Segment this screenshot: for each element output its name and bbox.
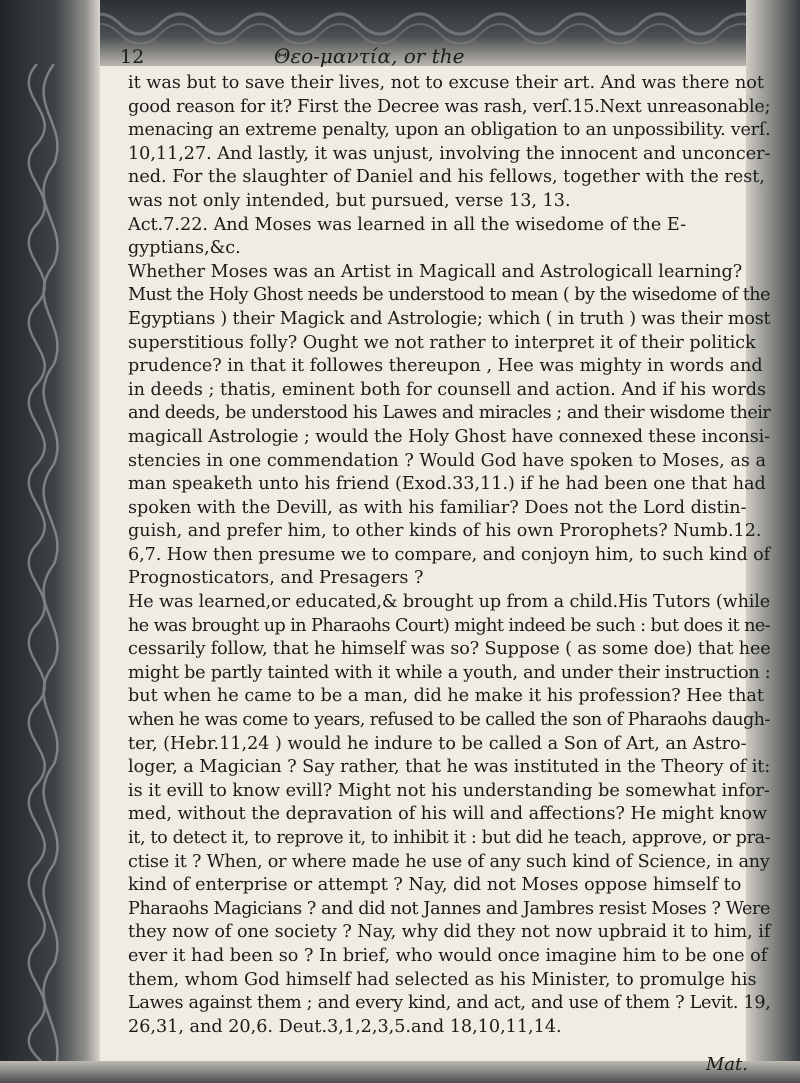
text-line: Whether Moses was an Artist in Magicall and Astrologicall learning? xyxy=(128,261,743,282)
text-line: man speaketh unto his friend (Exod.33,11.) if he had been one that had xyxy=(128,474,766,495)
page-number: 12 xyxy=(120,46,145,68)
text-line: Prognosticators, and Presagers ? xyxy=(128,568,424,589)
page-header xyxy=(118,44,768,72)
running-head: Θεο-μαντία, or the xyxy=(274,44,465,68)
text-line: they now of one society ? Nay, why did they not now upbraid it to him, if xyxy=(128,922,771,943)
text-line: might be partly tainted with it while a youth, and under their instruction : xyxy=(128,662,771,683)
text-line: Must the Holy Ghost needs be understood to mean ( by the wisedome of the xyxy=(128,285,770,306)
scan-edge-bottom xyxy=(0,1061,800,1083)
text-line: but when he came to be a man, did he make it his profession? Hee that xyxy=(128,686,764,707)
text-line: superstitious folly? Ought we not rather to interpret it of their politick xyxy=(128,332,756,353)
text-line: med, without the depravation of his will and affections? He might know xyxy=(128,804,768,825)
text-line: cessarily follow, that he himself was so? Suppose ( as some doe) that hee xyxy=(128,639,771,660)
text-line: magicall Astrologie ; would the Holy Ghost have connexed these inconsi- xyxy=(128,426,770,447)
text-line: kind of enterprise or attempt ? Nay, did not Moses oppose himself to xyxy=(128,875,742,896)
text-line: it was but to save their lives, not to excuse their art. And was there not xyxy=(128,73,764,93)
text-line: ctise it ? When, or where made he use of any such kind of Science, in any xyxy=(128,851,770,872)
text-line: ever it had been so ? In brief, who would once imagine him to be one of xyxy=(128,945,768,966)
text-line: 6,7. How then presume we to compare, and conjoyn him, to such kind of xyxy=(128,544,771,565)
text-line: 26,31, and 20,6. Deut.3,1,2,3,5.and 18,10,11,14. xyxy=(128,1016,562,1037)
text-line: is it evill to know evill? Might not his understanding be somewhat infor- xyxy=(128,780,770,801)
body-text xyxy=(128,72,770,1039)
text-line: them, whom God himself had selected as his Minister, to promulge his xyxy=(128,969,757,990)
text-line: ter, (Hebr.11,24 ) would he indure to be called a Son of Art, an Astro- xyxy=(128,733,747,754)
text-line: 10,11,27. And lastly, it was unjust, involving the innocent and unconcer- xyxy=(128,143,771,164)
text-line: in deeds ; thatis, eminent both for counsell and action. And if his words xyxy=(128,379,767,400)
text-line: Pharaohs Magicians ? and did not Jannes and Jambres resist Moses ? Were xyxy=(128,898,771,919)
text-line: good reason for it? First the Decree was rash, verſ.15.Next unreasonable; xyxy=(128,96,771,117)
ornament-border-left xyxy=(4,64,70,1074)
text-line: gyptians,&c. xyxy=(128,238,241,259)
text-line: it, to detect it, to reprove it, to inhibit it : but did he teach, approve, or pra- xyxy=(128,828,771,848)
text-line: ned. For the slaughter of Daniel and his fellows, together with the rest, xyxy=(128,167,765,188)
ornament-border-top xyxy=(80,4,770,44)
text-line: stencies in one commendation ? Would God have spoken to Moses, as a xyxy=(128,450,766,471)
text-line: guish, and prefer him, to other kinds of his own Prorophets? Numb.12. xyxy=(128,521,762,542)
text-line: when he was come to years, refused to be called the son of Pharaohs daugh- xyxy=(128,710,770,731)
text-line: prudence? in that it followes thereupon , Hee was mighty in words and xyxy=(128,356,763,377)
text-line: He was learned,or educated,& brought up from a child.His Tutors (while xyxy=(128,592,771,613)
text-line: loger, a Magician ? Say rather, that he was instituted in the Theory of it: xyxy=(128,757,771,778)
text-line: spoken with the Devill, as with his familiar? Does not the Lord distin- xyxy=(128,497,747,518)
text-line: menacing an extreme penalty, upon an obligation to an unpossibility. verſ. xyxy=(128,120,771,141)
text-line: he was brought up in Pharaohs Court) might indeed be such : but does it ne- xyxy=(128,615,771,636)
scan-edge-left xyxy=(0,0,100,1083)
text-line: and deeds, be understood his Lawes and miracles ; and their wisdome their xyxy=(128,403,771,424)
text-line: was not only intended, but pursued, verse 13, 13. xyxy=(128,190,571,211)
text-line: Egyptians ) their Magick and Astrologie; which ( in truth ) was their most xyxy=(128,308,771,329)
catchword: Mat. xyxy=(705,1054,748,1075)
text-line: Lawes against them ; and every kind, and act, and use of them ? Levit. 19, xyxy=(128,993,771,1014)
text-line: Act.7.22. And Moses was learned in all the wisedome of the E- xyxy=(128,214,687,235)
